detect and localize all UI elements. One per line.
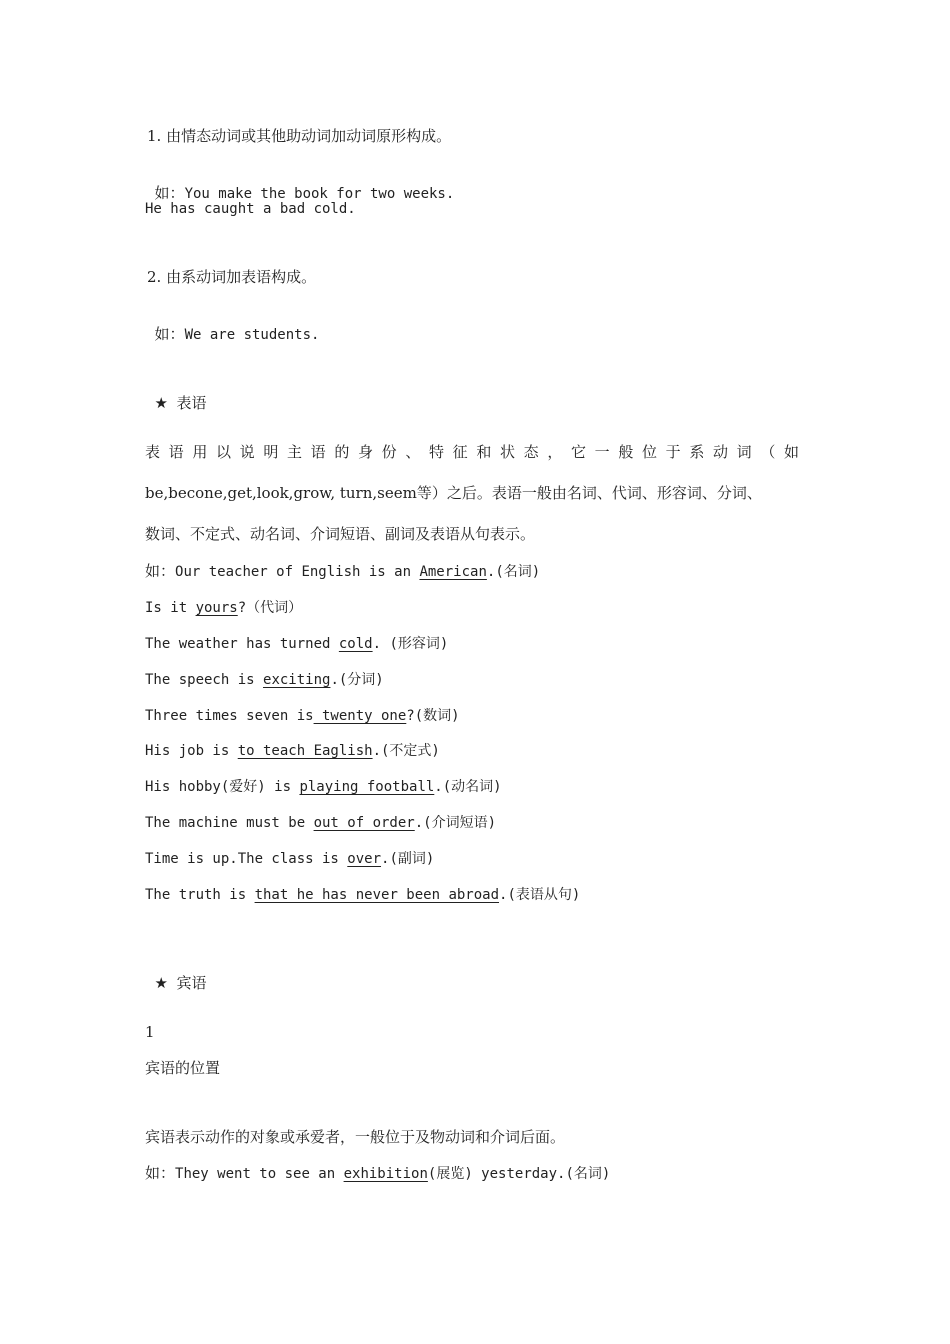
example-note: .(表语从句)	[499, 887, 581, 903]
example-line	[145, 633, 448, 654]
example-text: We are students.	[184, 327, 320, 343]
example-note: .(名词)	[486, 564, 541, 580]
example-text: Is it	[145, 600, 196, 616]
underlined-word: twenty one	[313, 708, 407, 724]
example-text: The truth is	[145, 887, 255, 903]
example-note: .(分词)	[330, 672, 384, 688]
underlined-word: exhibition	[343, 1166, 428, 1182]
example-note: . (形容词)	[372, 636, 449, 652]
star-icon: ★	[154, 974, 168, 992]
example-prefix: 如：	[154, 325, 185, 343]
example-line: He has caught a bad cold.	[145, 201, 356, 217]
underlined-word: cold	[338, 636, 373, 652]
example-note: .(介词短语)	[414, 815, 497, 831]
underlined-word: playing football	[299, 779, 435, 795]
example-line	[145, 669, 384, 690]
example-line	[145, 561, 540, 582]
example-line	[145, 163, 454, 204]
example-text: You make the book for two weeks.	[184, 186, 455, 202]
example-line	[145, 812, 496, 833]
paragraph: 宾语表示动作的对象或承爱者，一般位于及物动词和介词后面。	[145, 1128, 566, 1146]
section-number: 1	[145, 1023, 155, 1041]
example-note: .(副词)	[381, 851, 435, 867]
section-heading-biaoyu	[145, 373, 207, 413]
star-icon: ★	[154, 394, 168, 412]
example-prefix: 如：	[145, 562, 176, 580]
heading-text: 宾语	[176, 974, 207, 992]
example-note: .(不定式)	[372, 743, 440, 759]
underlined-word: that he has never been abroad	[254, 887, 500, 903]
underlined-word: yours	[195, 600, 238, 616]
paragraph-line-1: 表语用以说明主语的身份、特征和状态，它一般位于系动词（如	[145, 443, 805, 461]
underlined-word: over	[347, 851, 382, 867]
underlined-word: out of order	[313, 815, 415, 831]
example-line	[145, 776, 502, 797]
example-line	[145, 740, 440, 761]
example-note: ?(数词)	[406, 708, 460, 724]
example-line	[145, 304, 319, 345]
paragraph-line-3: 数词、不定式、动名词、介词短语、副词及表语从句表示。	[145, 525, 536, 543]
example-note: (展览) yesterday.(名词)	[427, 1166, 611, 1182]
predicate-item-1: 1. 由情态动词或其他助动词加动词原形构成。	[147, 127, 452, 145]
example-line	[145, 705, 460, 726]
example-note: .(动名词)	[434, 779, 502, 795]
section-heading-binyu	[145, 953, 207, 993]
example-text: His hobby(爱好) is	[145, 779, 300, 795]
paragraph-line-2: be,becone,get,look,grow, turn,seem等）之后。表语一般由名词、代词、形容词、分词、	[145, 484, 762, 502]
example-text: The weather has turned	[145, 636, 339, 652]
underlined-word: exciting	[263, 672, 331, 688]
example-text: The machine must be	[145, 815, 314, 831]
example-line	[145, 597, 302, 618]
predicate-item-2: 2. 由系动词加表语构成。	[147, 268, 317, 286]
example-text: His job is	[145, 743, 238, 759]
example-prefix: 如：	[145, 1164, 176, 1182]
example-text: The speech is	[145, 672, 264, 688]
example-note: ?（代词）	[237, 600, 303, 616]
example-line	[145, 884, 580, 905]
example-text: Our teacher of English is an	[175, 564, 420, 580]
example-prefix: 如：	[154, 184, 185, 202]
underlined-word: American	[419, 564, 487, 580]
underlined-word: to teach Eaglish	[237, 743, 373, 759]
example-line	[145, 848, 434, 869]
example-text: Three times seven is	[145, 708, 314, 724]
example-line	[145, 1163, 610, 1184]
heading-text: 表语	[176, 394, 207, 412]
example-text: Time is up.The class is	[145, 851, 348, 867]
subheading: 宾语的位置	[145, 1059, 221, 1077]
example-text: They went to see an	[175, 1166, 344, 1182]
